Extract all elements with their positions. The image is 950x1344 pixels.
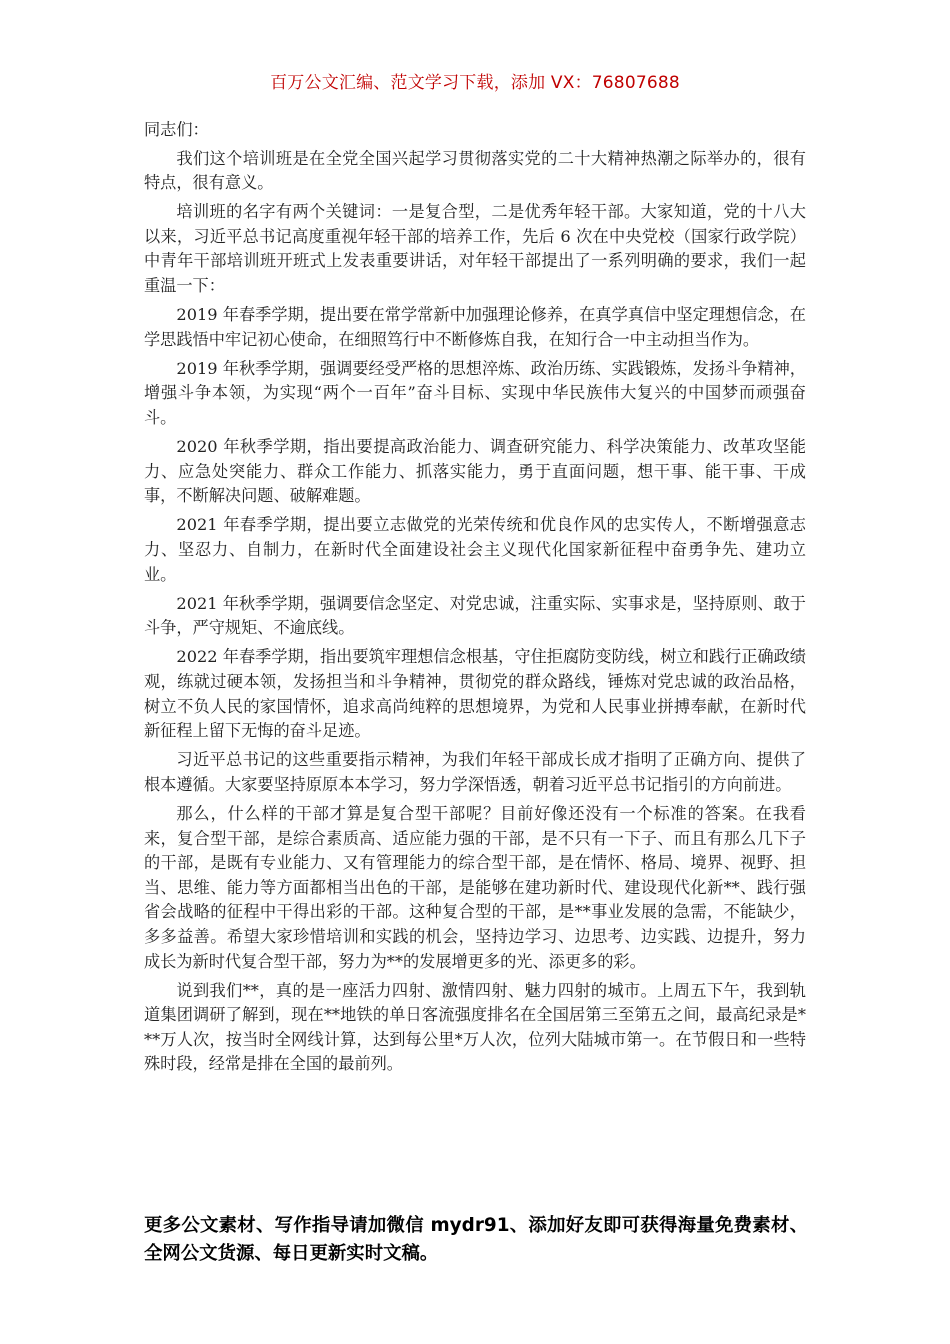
paragraph: 2020 年秋季学期，指出要提高政治能力、调查研究能力、科学决策能力、改革攻坚能力、应急处突能力、群众工作能力、抓落实能力，勇于直面问题，想干事、能干事、干成事，不断解决问题、破解难题。 <box>144 437 806 506</box>
salutation: 同志们： <box>144 120 209 139</box>
paragraph: 习近平总书记的这些重要指示精神，为我们年轻干部成长成才指明了正确方向、提供了根本遵循。大家要坚持原原本本学习，努力学深悟透，朝着习近平总书记指引的方向前进。 <box>144 750 806 794</box>
paragraph: 2021 年春季学期，提出要立志做党的光荣传统和优良作风的忠实传人，不断增强意志力、坚忍力、自制力，在新时代全面建设社会主义现代化国家新征程中奋勇争先、建功立业。 <box>144 515 806 584</box>
paragraph: 培训班的名字有两个关键词：一是复合型，二是优秀年轻干部。大家知道，党的十八大以来，习近平总书记高度重视年轻干部的培养工作，先后 6 次在中央党校（国家行政学院）中青年干部培训班开班式上发表重要讲话，对年轻干部提出了一系列明确的要求，我们一起重温一下： <box>144 202 806 296</box>
paragraph: 那么，什么样的干部才算是复合型干部呢？目前好像还没有一个标准的答案。在我看来，复合型干部，是综合素质高、适应能力强的干部，是不只有一下子、而且有那么几下子的干部，是既有专业能力、又有管理能力的综合型干部，是在情怀、格局、境界、视野、担当、思维、能力等方面都相当出色的干部，是能够在建功新时代、建设现代化新**、践行强省会战略的征程中干得出彩的干部。这种复合型的干部，是**事业发展的急需，不能缺少，多多益善。希望大家珍惜培训和实践的机会，坚持边学习、边思考、边实践、边提升，努力成长为新时代复合型干部，努力为**的发展增更多的光、添更多的彩。 <box>144 803 806 971</box>
paragraph: 说到我们**，真的是一座活力四射、激情四射、魅力四射的城市。上周五下午，我到轨道集团调研了解到，现在**地铁的单日客流强度排名在全国居第三至第五之间，最高纪录是***万人次，按当时全网线计算，达到每公里*万人次，位列大陆城市第一。在节假日和一些特殊时段，经常是排在全国的最前列。 <box>144 980 806 1074</box>
paragraph: 2022 年春季学期，指出要筑牢理想信念根基，守住拒腐防变防线，树立和践行正确政绩观，练就过硬本领，发扬担当和斗争精神，贯彻党的群众路线，锤炼对党忠诚的政治品格，树立不负人民的家国情怀，追求高尚纯粹的思想境界，为党和人民事业拼搏奉献，在新时代新征程上留下无悔的奋斗足迹。 <box>144 647 806 741</box>
paragraph: 2019 年秋季学期，强调要经受严格的思想淬炼、政治历练、实践锻炼，发扬斗争精神，增强斗争本领，为实现“两个一百年”奋斗目标、实现中华民族伟大复兴的中国梦而顽强奋斗。 <box>144 358 806 428</box>
footer-promo: 更多公文素材、写作指导请加微信 mydr91、添加好友即可获得海量免费素材、全网公文货源、每日更新实时文稿。 <box>144 1215 808 1264</box>
document-body <box>144 118 806 1081</box>
header-banner: 百万公文汇编、范文学习下载，添加 VX：76807688 <box>270 73 680 93</box>
paragraph: 我们这个培训班是在全党全国兴起学习贯彻落实党的二十大精神热潮之际举办的，很有特点，很有意义。 <box>144 148 806 193</box>
paragraph: 2019 年春季学期，提出要在常学常新中加强理论修养，在真学真信中坚定理想信念，在学思践悟中牢记初心使命，在细照笃行中不断修炼自我，在知行合一中主动担当作为。 <box>144 305 806 349</box>
paragraph: 2021 年秋季学期，强调要信念坚定、对党忠诚，注重实际、实事求是，坚持原则、敢于斗争，严守规矩、不逾底线。 <box>144 593 806 638</box>
